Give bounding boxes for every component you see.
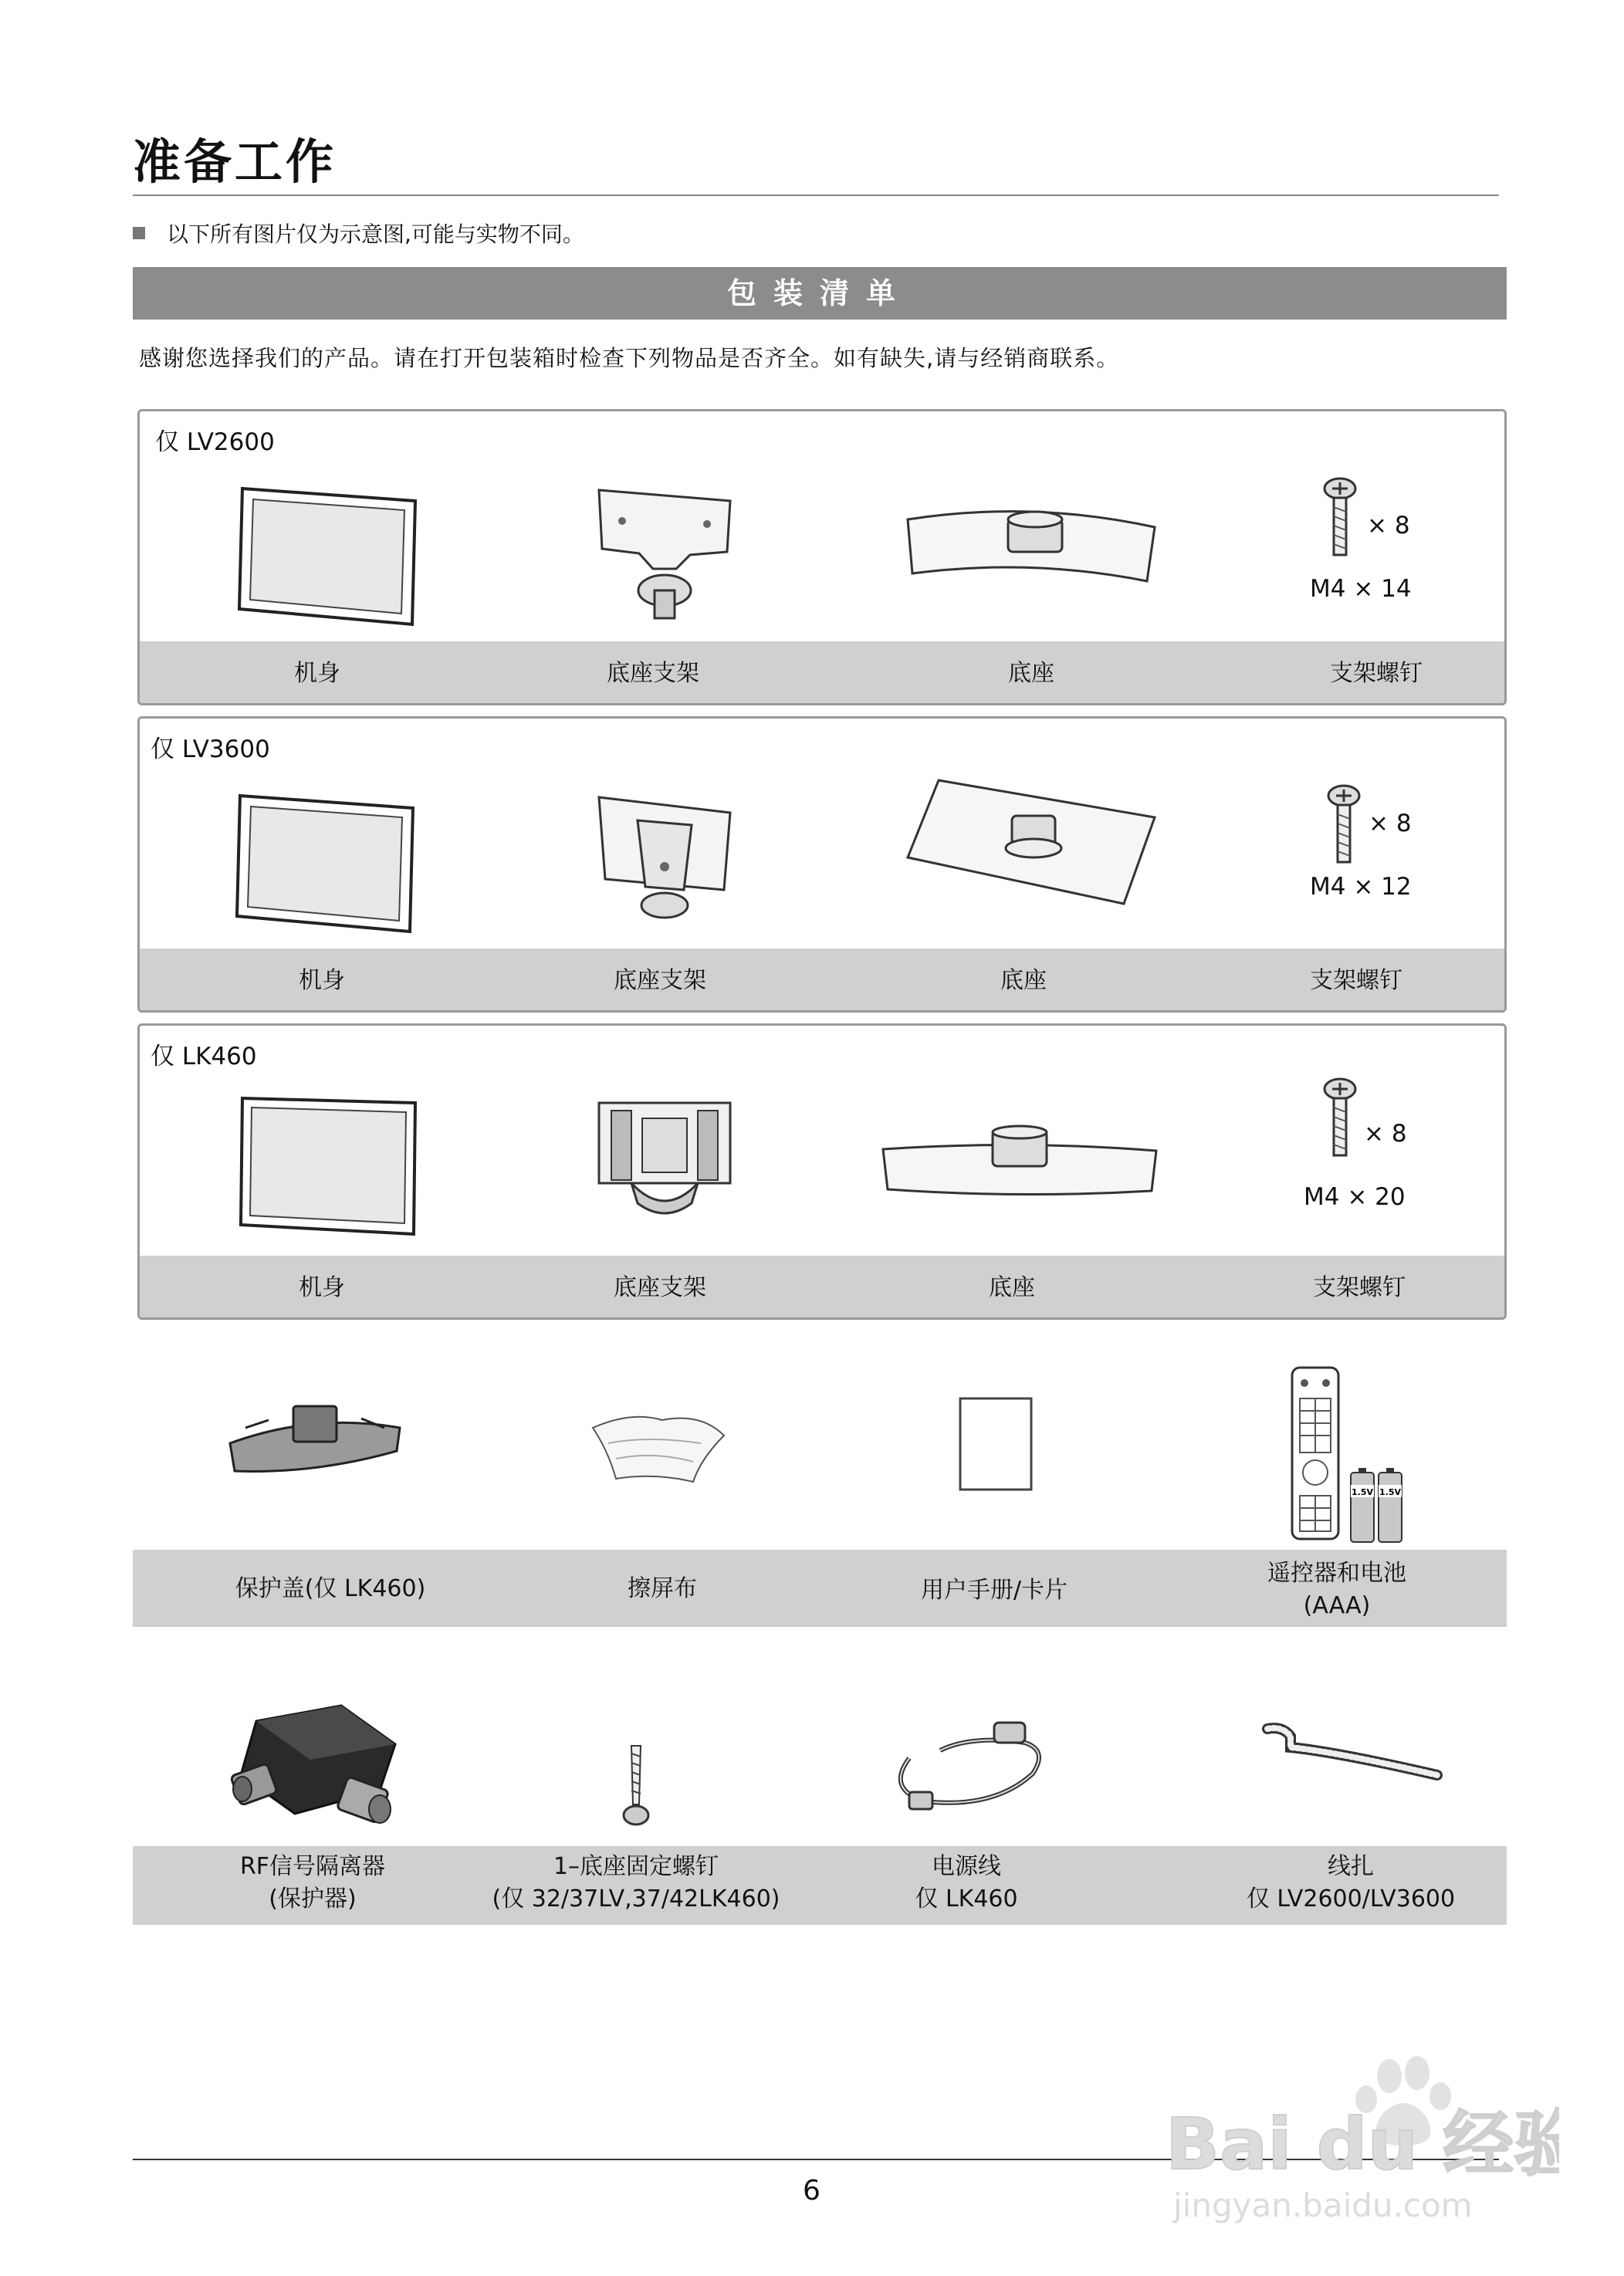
title-divider xyxy=(133,194,1499,196)
item-label-tv-body: 机身 xyxy=(299,1274,345,1301)
package-box-lv2600 xyxy=(137,409,1507,705)
page-number: 6 xyxy=(803,2175,820,2207)
stand-bracket-icon xyxy=(591,1095,738,1226)
protective-cover-icon xyxy=(222,1397,408,1482)
tv-body-icon xyxy=(234,790,419,936)
item-label-stand-base: 底座 xyxy=(989,1274,1035,1301)
tv-body-icon xyxy=(236,482,421,629)
disclaimer-note xyxy=(133,218,584,249)
rf-isolator-icon xyxy=(225,1698,403,1829)
item-label-stand-bracket: 底座支架 xyxy=(607,660,699,687)
item-label-stand-bracket: 底座支架 xyxy=(614,967,706,994)
package-box-lk460 xyxy=(137,1023,1507,1320)
disclaimer-text: 以下所有图片仅为示意图,可能与实物不同。 xyxy=(167,222,584,247)
screw-icon xyxy=(1317,1077,1363,1162)
screw-spec: M4 × 12 xyxy=(1310,873,1412,901)
package-box-lv3600 xyxy=(137,716,1507,1013)
item-label-tv-body: 机身 xyxy=(299,967,345,994)
item-label-stand-base: 底座 xyxy=(1008,660,1054,687)
bullet-square-icon xyxy=(133,227,145,239)
label-rf-isolator: RF信号隔离器 xyxy=(239,1853,386,1880)
label-cable-tie: 线扎 xyxy=(1328,1853,1374,1880)
batteries-icon xyxy=(1345,1465,1406,1545)
watermark-brand: Bai du 经验 xyxy=(1166,2103,1559,2186)
item-label-stand-bracket: 底座支架 xyxy=(614,1274,706,1301)
battery-label: 1.5V xyxy=(1352,1487,1373,1497)
item-label-screws: 支架螺钉 xyxy=(1330,660,1423,687)
intro-text: 感谢您选择我们的产品。请在打开包装箱时检查下列物品是否齐全。如有缺失,请与经销商联系。 xyxy=(139,345,1120,371)
model-label: 仅 LV3600 xyxy=(151,736,270,763)
item-label-stand-base: 底座 xyxy=(1000,967,1047,994)
screw-icon xyxy=(1321,783,1367,868)
label-base-fixing-screw-sub: (仅 32/37LV,37/42LK460) xyxy=(492,1885,780,1912)
section-header: 包装清单 xyxy=(133,267,1507,320)
baidu-paw-logo-icon xyxy=(1158,2045,1559,2230)
label-bar xyxy=(140,641,1504,703)
label-protective-cover: 保护盖(仅 LK460) xyxy=(235,1575,426,1602)
stand-bracket-icon xyxy=(591,790,738,936)
user-manual-icon xyxy=(957,1395,1034,1493)
watermark-url: jingyan.baidu.com xyxy=(1173,2186,1473,2224)
model-label: 仅 LK460 xyxy=(151,1043,257,1070)
stand-base-icon xyxy=(900,773,1162,911)
cleaning-cloth-icon xyxy=(585,1405,732,1490)
item-label-screws: 支架螺钉 xyxy=(1313,1274,1406,1301)
screw-icon xyxy=(1317,476,1363,561)
label-cleaning-cloth: 擦屏布 xyxy=(628,1575,697,1602)
cable-tie-icon xyxy=(1260,1721,1445,1791)
model-label: 仅 LV2600 xyxy=(155,428,275,456)
power-cord-icon xyxy=(878,1712,1064,1812)
tv-body-icon xyxy=(236,1092,421,1239)
label-power-cord-sub: 仅 LK460 xyxy=(915,1885,1018,1912)
baidu-watermark xyxy=(1158,2045,1559,2234)
screw-quantity: × 8 xyxy=(1369,810,1412,837)
stand-bracket-icon xyxy=(591,482,738,629)
page-title: 准备工作 xyxy=(133,134,337,190)
item-label-tv-body: 机身 xyxy=(294,660,340,687)
label-power-cord: 电源线 xyxy=(932,1853,1001,1880)
label-user-manual: 用户手册/卡片 xyxy=(920,1577,1068,1604)
battery-label: 1.5V xyxy=(1379,1487,1401,1497)
screw-spec: M4 × 14 xyxy=(1310,575,1412,603)
label-base-fixing-screw: 1–底座固定螺钉 xyxy=(553,1853,719,1880)
label-remote-control: 遥控器和电池 xyxy=(1267,1560,1406,1587)
item-label-screws: 支架螺钉 xyxy=(1310,967,1402,994)
label-remote-battery-type: (AAA) xyxy=(1303,1592,1371,1619)
remote-control-icon xyxy=(1289,1365,1343,1544)
label-rf-isolator-sub: (保护器) xyxy=(269,1885,357,1912)
label-cable-tie-sub: 仅 LV2600/LV3600 xyxy=(1246,1885,1456,1912)
screw-quantity: × 8 xyxy=(1367,512,1410,539)
screw-spec: M4 × 20 xyxy=(1304,1183,1406,1211)
screw-quantity: × 8 xyxy=(1364,1120,1407,1148)
stand-base-icon xyxy=(877,1124,1162,1202)
base-fixing-screw-icon xyxy=(621,1743,651,1829)
stand-base-icon xyxy=(900,496,1162,589)
